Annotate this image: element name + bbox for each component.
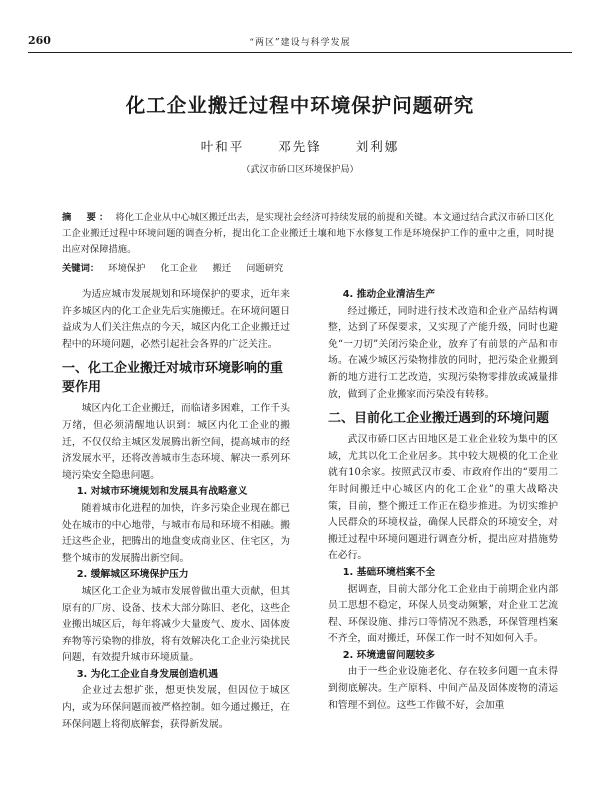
right-column <box>328 287 558 714</box>
body-paragraph: 城区内化工企业搬迁，而临诸多困难，工作千头万绪，但必须清醒地认识到：城区内化工企业的搬迁，不仅仅给主城区发展腾出新空间，提高城市的经济发展水平，还将改善城市生态环境、解决一系列环境污染安全隐患问题。 <box>62 403 290 481</box>
body-paragraph: 经过搬迁，同时进行技术改造和企业产品结构调整，达到了环保要求，又实现了产能升级，同时也避免“一刀切”关闭污染企业，放弃了有前景的产品和市场。在减少城区污染物排放的同时，把污染企业搬到新的地方进行工艺改造，实现污染物零排放或减量排放，做到了企业搬家而污染没有转移。 <box>328 305 558 400</box>
keyword: 问题研究 <box>246 263 284 274</box>
author-affiliation: （武汉市硚口区环境保护局） <box>241 165 359 175</box>
body-paragraph: 随着城市化进程的加快，许多污染企业现在都已处在城市的中心地带，与城市布局和环境不相融。搬迁这些企业，把腾出的地盘变成商业区、住宅区，为整个城市的发展腾出新空间。 <box>62 502 290 564</box>
subsection-heading: 1. 对城市环境规划和发展具有战略意义 <box>76 486 248 498</box>
subsection-heading: 3. 为化工企业自身发展创造机遇 <box>76 668 218 680</box>
subsection-heading: 2. 缓解城区环境保护压力 <box>76 569 189 581</box>
body-paragraph: 由于一些企业设施老化、存在较多问题一直未得到彻底解决。生产原料、中间产品及固体废物的清运和管理不到位。这些工作做不好，会加重 <box>328 666 558 711</box>
body-paragraph: 城区化工企业为城市发展曾做出重大贡献，但其原有的厂房、设备、技术大部分陈旧、老化，这些企业搬出城区后，每年将减少大量废气、废水、固体废弃物等污染物的排放，将有效解决化工企业污染扰民问题，有效提升城市环境质量。 <box>62 585 290 664</box>
author-name: 叶和平 <box>200 139 245 154</box>
header-rule <box>28 52 572 53</box>
keywords <box>62 260 554 274</box>
subsection-heading: 4. 推动企业清洁生产 <box>342 289 436 300</box>
body-paragraph: 据调查，目前大部分化工企业由于前期企业内部员工思想不稳定，环保人员变动频繁，对企业工艺流程、环保设施、排污口等情况不熟悉，环保管理档案不齐全，面对搬迁，环保工作一时不知如何入手。 <box>328 583 558 645</box>
subsection-heading: 2. 环境遗留问题较多 <box>342 649 436 661</box>
page-number: 260 <box>28 34 51 47</box>
running-title: “两区”建设与科学发展 <box>249 38 351 48</box>
abstract <box>62 210 554 258</box>
body-paragraph: 企业过去想扩张，想更快发展，但因位于城区内，或为环保问题而被严格控制。如今通过搬迁，在环保问题上将彻底解套，获得新发展。 <box>62 685 290 730</box>
body-paragraph: 武汉市硚口区古田地区是工业企业较为集中的区域，尤其以化工企业居多。其中较大规模的化工企业就有10余家。按照武汉市委、市政府作出的“要用二年时间搬迁中心城区内的化工企业”的重大战略决策，目前，整个搬迁工作正在稳步推进。为切实维护人民群众的环境权益，确保人民群众的环境安全，对搬迁过程中环境问题进行调查分析，提出应对措施势在必行。 <box>328 434 558 562</box>
abstract-text: 将化工企业从中心城区搬迁出去，是实现社会经济可持续发展的前提和关键。本文通过结合武汉市硚口区化工企业搬迁过程中环境问题的调查分析，提出化工企业搬迁土壤和地下水修复工作是环境保护工作的重中之重，同时提出应对保障措施。 <box>62 212 554 255</box>
intro-paragraph: 为适应城市发展规划和环境保护的要求，近年来许多城区内的化工企业先后实施搬迁。在环境问题日益成为人们关注焦点的今天，城区内化工企业搬迁过程中的环境问题，必然引起社会各界的广泛关注。 <box>62 289 290 350</box>
section-heading: 二、目前化工企业搬迁遇到的环境问题 <box>328 411 550 427</box>
author-name: 刘利娜 <box>355 139 400 154</box>
author-name: 邓先锋 <box>278 139 322 154</box>
keyword: 搬迁 <box>212 263 232 274</box>
abstract-label: 摘 要： <box>62 212 112 223</box>
section-heading: 一、化工企业搬迁对城市环境影响的重要作用 <box>62 361 284 396</box>
subsection-heading: 1. 基础环境档案不全 <box>342 566 436 578</box>
keyword: 环境保护 <box>108 263 146 274</box>
author-list <box>0 137 600 155</box>
keywords-label: 关键词： <box>62 263 100 274</box>
left-column <box>62 287 290 733</box>
keyword: 化工企业 <box>160 263 198 274</box>
article-title: 化工企业搬迁过程中环境保护问题研究 <box>125 94 475 117</box>
